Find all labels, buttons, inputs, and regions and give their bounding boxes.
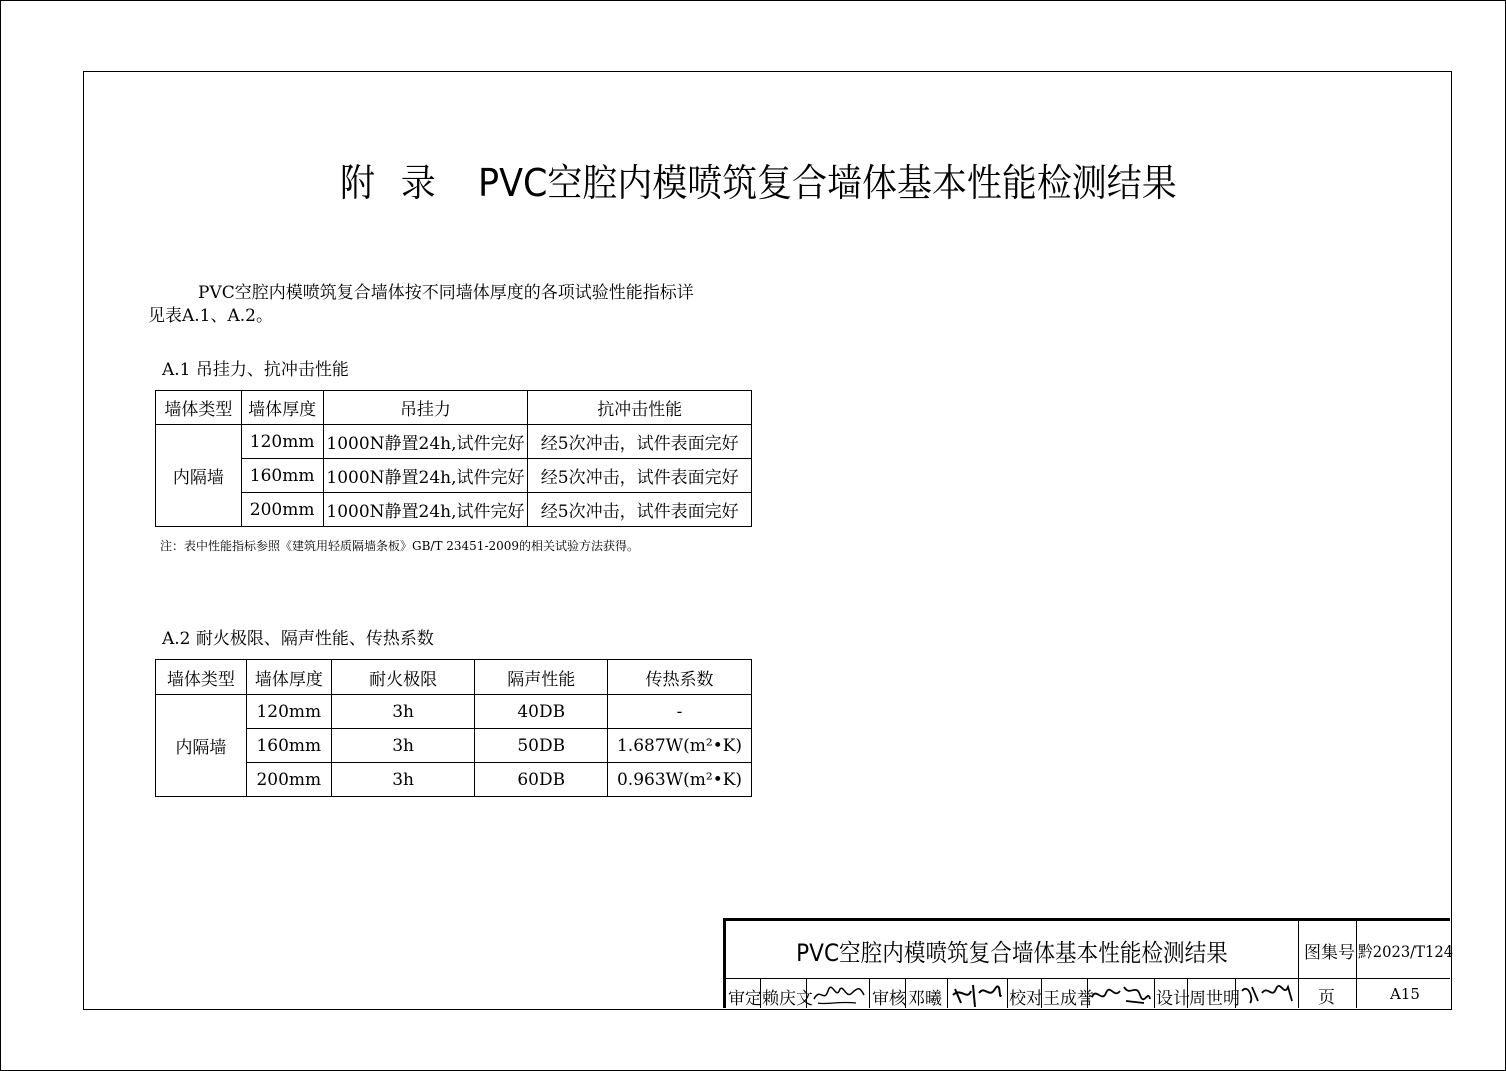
heat-transfer-cell: 1.687W(m²•K) (608, 729, 752, 763)
impact-cell: 经5次冲击，试件表面完好 (528, 425, 752, 459)
title-text: PVC空腔内模喷筑复合墙体基本性能检测结果 (478, 161, 1177, 205)
table-header: 墙体类型 (156, 660, 247, 695)
hanging-force-cell: 1000N静置24h,试件完好 (323, 425, 528, 459)
page-title (340, 152, 1177, 207)
thickness-cell: 200mm (246, 763, 331, 797)
intro-paragraph (148, 282, 762, 328)
table-header: 隔声性能 (475, 660, 608, 695)
review-name: 邓曦 (908, 989, 942, 1009)
table-a1-note: 注：表中性能指标参照《建筑用轻质隔墙条板》GB/T 23451-2009的相关试验方法获得。 (160, 539, 640, 553)
heat-transfer-cell: - (608, 695, 752, 729)
design-label: 设计 (1156, 989, 1190, 1009)
divider (1154, 978, 1155, 1008)
thickness-cell: 160mm (246, 729, 331, 763)
intro-line-2: 见表A.1、A.2。 (148, 306, 273, 326)
thickness-cell: 120mm (246, 695, 331, 729)
table-a2 (155, 659, 752, 797)
divider (947, 978, 948, 1008)
design-name: 周世明 (1189, 989, 1240, 1009)
approve-label: 审定 (728, 989, 762, 1009)
review-signature (951, 979, 1003, 1009)
table-a2-caption: A.2 耐火极限、隔声性能、传热系数 (162, 629, 434, 649)
table-header: 墙体厚度 (246, 660, 331, 695)
table-a1-caption: A.1 吊挂力、抗冲击性能 (162, 360, 349, 380)
review-label: 审核 (872, 989, 906, 1009)
page-label: 页 (1318, 988, 1335, 1008)
page-number: A15 (1390, 985, 1420, 1003)
sound-insulation-cell: 60DB (475, 763, 608, 797)
heat-transfer-cell: 0.963W(m²•K) (608, 763, 752, 797)
thickness-cell: 160mm (241, 459, 323, 493)
table-header: 吊挂力 (323, 391, 528, 425)
thickness-cell: 120mm (241, 425, 323, 459)
hanging-force-cell: 1000N静置24h,试件完好 (323, 459, 528, 493)
title-block (723, 918, 1454, 1009)
wall-type-cell: 内隔墙 (156, 425, 242, 527)
divider (726, 978, 1450, 979)
table-header: 墙体厚度 (241, 391, 323, 425)
atlas-label: 图集号 (1304, 943, 1355, 963)
divider (1007, 978, 1008, 1008)
check-name: 王成誉 (1043, 989, 1094, 1009)
table-header: 耐火极限 (331, 660, 475, 695)
thickness-cell: 200mm (241, 493, 323, 527)
wall-type-cell: 内隔墙 (156, 695, 247, 797)
intro-line-1: PVC空腔内模喷筑复合墙体按不同墙体厚度的各项试验性能指标详 (198, 283, 694, 303)
divider (1356, 921, 1357, 1008)
table-header: 墙体类型 (156, 391, 242, 425)
table-a1 (155, 390, 752, 527)
fire-rating-cell: 3h (331, 763, 475, 797)
table-header: 抗冲击性能 (528, 391, 752, 425)
drawing-title: PVC空腔内模喷筑复合墙体基本性能检测结果 (796, 939, 1228, 967)
title-prefix-1: 附 (340, 161, 375, 205)
check-signature (1090, 979, 1152, 1007)
approve-name: 赖庆文 (762, 989, 813, 1009)
atlas-number: 黔2023/T124 (1358, 942, 1454, 961)
divider (869, 978, 870, 1008)
approve-signature (812, 981, 866, 1007)
sound-insulation-cell: 40DB (475, 695, 608, 729)
sound-insulation-cell: 50DB (475, 729, 608, 763)
check-label: 校对 (1009, 989, 1043, 1009)
divider (1298, 921, 1299, 1008)
title-prefix-2: 录 (400, 161, 436, 205)
hanging-force-cell: 1000N静置24h,试件完好 (323, 493, 528, 527)
fire-rating-cell: 3h (331, 695, 475, 729)
design-signature (1238, 979, 1296, 1007)
table-header: 传热系数 (608, 660, 752, 695)
fire-rating-cell: 3h (331, 729, 475, 763)
impact-cell: 经5次冲击，试件表面完好 (528, 493, 752, 527)
impact-cell: 经5次冲击，试件表面完好 (528, 459, 752, 493)
